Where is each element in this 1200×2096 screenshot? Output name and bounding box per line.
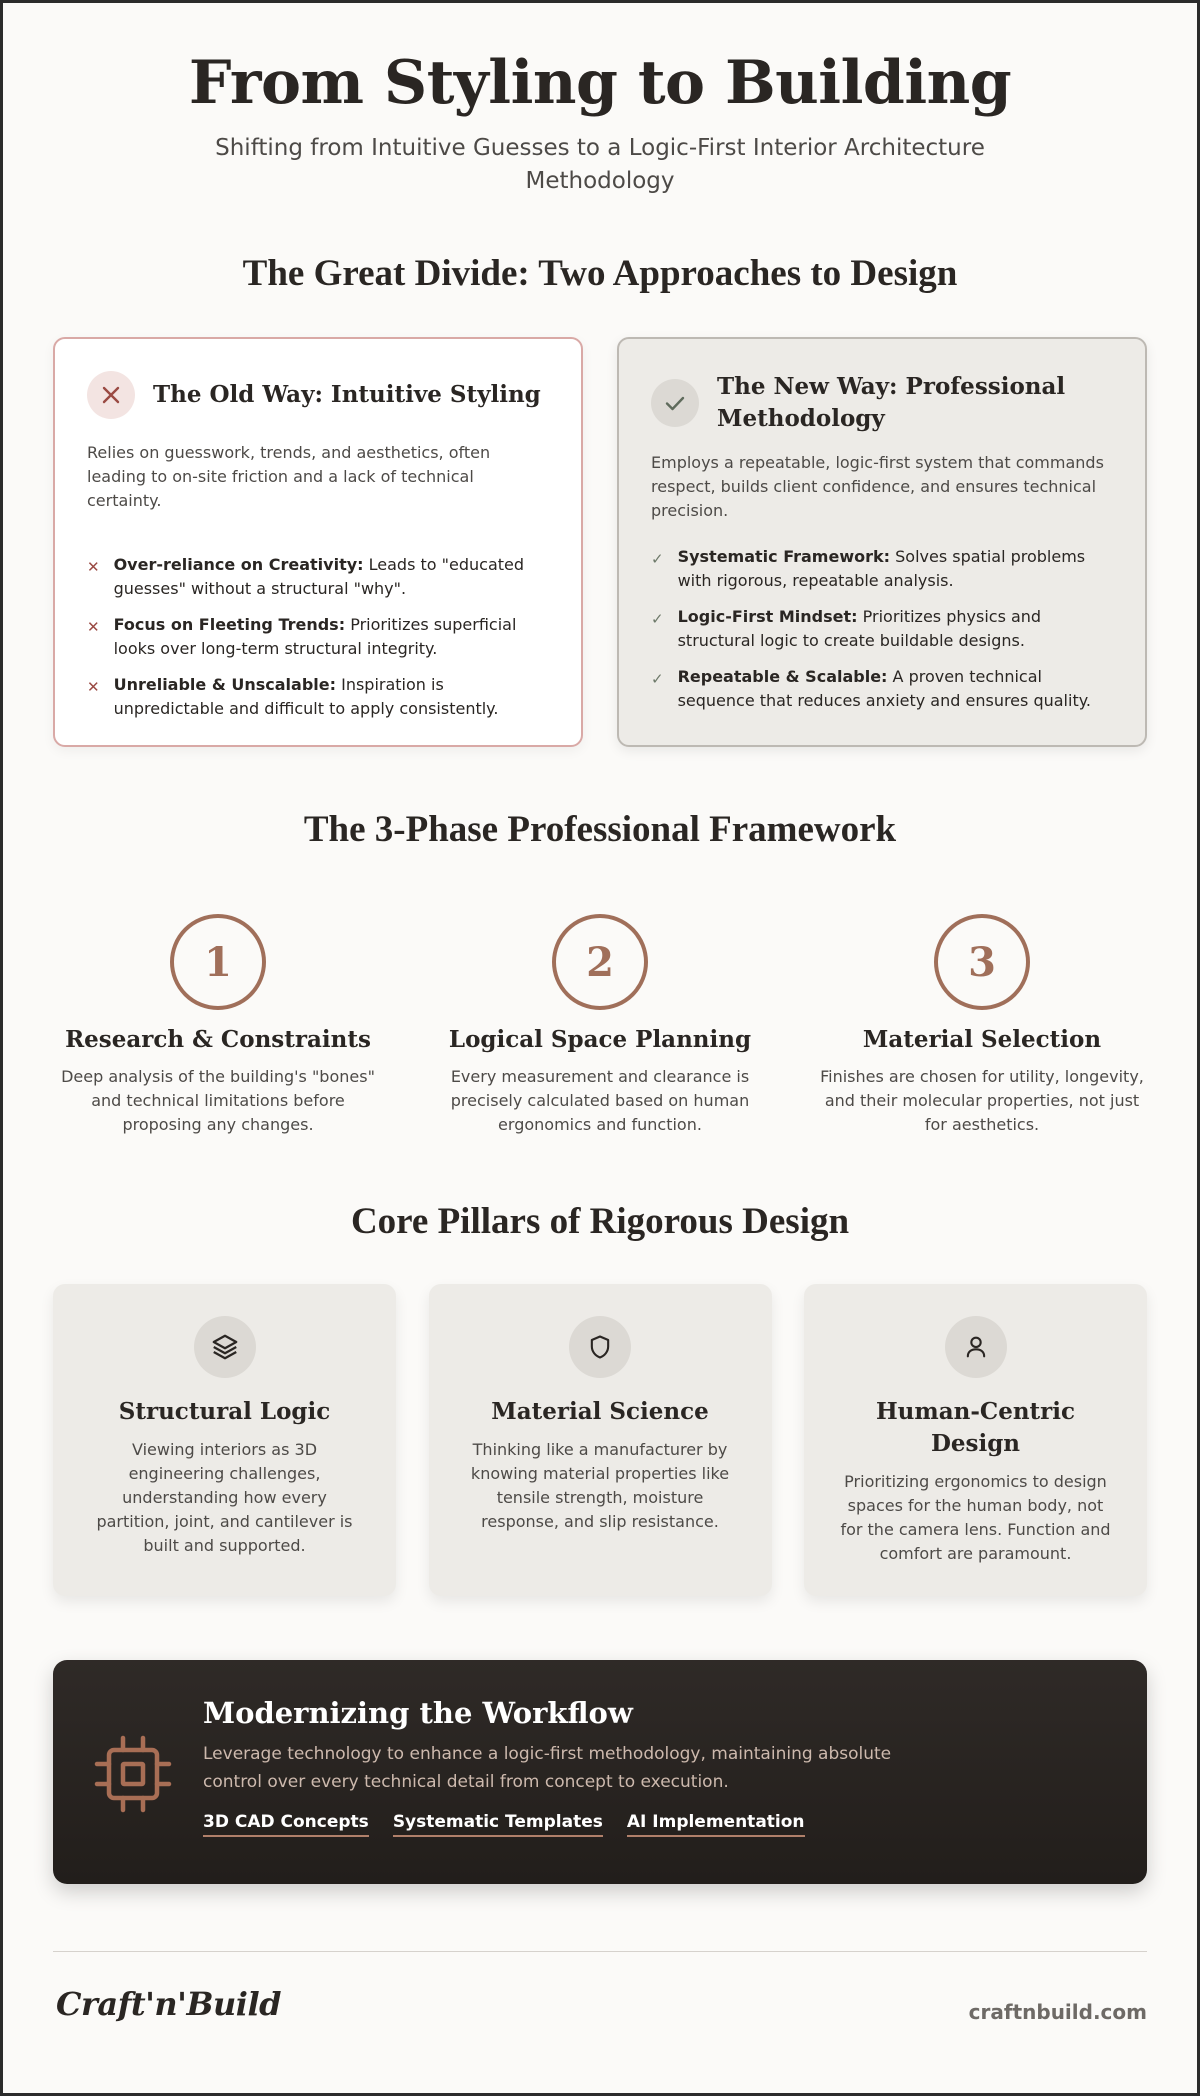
x-icon (87, 371, 135, 419)
cpu-chip-icon (91, 1732, 175, 1820)
workflow-tags (203, 1812, 903, 1837)
list-item: ✕ Unreliable & Unscalable: Inspiration is unpredictable and difficult to apply consistently. (87, 673, 549, 721)
pillar-title: Material Science (491, 1398, 709, 1425)
old-way-title: The Old Way: Intuitive Styling (153, 381, 541, 408)
pillar-text: Prioritizing ergonomics to design spaces for the human body, not for the camera lens. Function and comfort are paramount. (840, 1472, 1111, 1563)
check-mark-icon: ✓ (651, 550, 664, 568)
shield-icon (569, 1316, 631, 1378)
hero (0, 48, 1200, 198)
page-subtitle: Shifting from Intuitive Guesses to a Logic-First Interior Architecture Methodology (215, 135, 985, 194)
site-url[interactable]: craftnbuild.com (968, 2000, 1147, 2024)
phase-title: Logical Space Planning (448, 1026, 752, 1053)
pillar-card (429, 1284, 772, 1596)
phase-text: Every measurement and clearance is precisely calculated based on human ergonomics and function. (450, 1067, 750, 1134)
new-way-title: The New Way: Professional Methodology (717, 373, 1066, 432)
new-way-list (651, 545, 1113, 713)
tag-ai-implementation[interactable]: AI Implementation (627, 1812, 805, 1837)
user-icon (945, 1316, 1007, 1378)
pillar-title: Structural Logic (118, 1398, 331, 1425)
workflow-banner (53, 1660, 1147, 1884)
old-way-card (53, 337, 583, 747)
workflow-text: Leverage technology to enhance a logic-first methodology, maintaining absolute control over every technical detail from concept to execution. (203, 1744, 892, 1792)
x-mark-icon: ✕ (87, 558, 100, 576)
phase-text: Finishes are chosen for utility, longevity, and their molecular properties, not just for aesthetics. (820, 1067, 1144, 1134)
phase-title: Research & Constraints (65, 1026, 371, 1053)
list-item: ✕ Focus on Fleeting Trends: Prioritizes superficial looks over long-term structural integrity. (87, 613, 549, 661)
framework-title: The 3-Phase Professional Framework (303, 809, 897, 850)
old-way-list (87, 553, 549, 721)
pillar-text: Viewing interiors as 3D engineering challenges, understanding how every partition, joint, and cantilever is built and supported. (96, 1440, 353, 1555)
phase-card (817, 914, 1147, 1137)
tag-systematic-templates[interactable]: Systematic Templates (393, 1812, 603, 1837)
phase-text: Deep analysis of the building's "bones" and technical limitations before proposing any changes. (61, 1067, 375, 1134)
phases-row (53, 914, 1147, 1137)
x-mark-icon: ✕ (87, 618, 100, 636)
phase-number: 1 (170, 914, 266, 1010)
x-mark-icon: ✕ (87, 678, 100, 696)
pillars-title: Core Pillars of Rigorous Design (350, 1201, 850, 1242)
list-item: ✕ Over-reliance on Creativity: Leads to "educated guesses" without a structural "why". (87, 553, 549, 601)
list-item: ✓ Systematic Framework: Solves spatial problems with rigorous, repeatable analysis. (651, 545, 1113, 593)
pillar-card (804, 1284, 1147, 1596)
pillars-row (53, 1284, 1147, 1596)
page-title: From Styling to Building (188, 48, 1012, 118)
new-way-description: Employs a repeatable, logic-first system that commands respect, builds client confidence, and ensures technical precision. (651, 453, 1104, 520)
pillar-title: Human-Centric Design (875, 1398, 1076, 1457)
phase-number: 3 (934, 914, 1030, 1010)
tag-3d-cad-concepts[interactable]: 3D CAD Concepts (203, 1812, 369, 1837)
new-way-card (617, 337, 1147, 747)
brand-logo: Craft'n'Build (56, 1985, 281, 2023)
workflow-title: Modernizing the Workflow (203, 1696, 633, 1730)
old-way-description: Relies on guesswork, trends, and aesthetics, often leading to on-site friction and a lack of technical certainty. (87, 443, 491, 510)
phase-card (435, 914, 765, 1137)
footer-divider (53, 1951, 1147, 1952)
pillar-text: Thinking like a manufacturer by knowing material properties like tensile strength, moisture response, and slip resistance. (470, 1440, 730, 1531)
phase-card (53, 914, 383, 1137)
layers-icon (194, 1316, 256, 1378)
pillar-card (53, 1284, 396, 1596)
check-mark-icon: ✓ (651, 670, 664, 688)
list-item: ✓ Repeatable & Scalable: A proven technical sequence that reduces anxiety and ensures quality. (651, 665, 1113, 713)
list-item: ✓ Logic-First Mindset: Prioritizes physics and structural logic to create buildable designs. (651, 605, 1113, 653)
divide-title: The Great Divide: Two Approaches to Design (242, 253, 958, 294)
check-icon (651, 379, 699, 427)
phase-number: 2 (552, 914, 648, 1010)
phase-title: Material Selection (862, 1026, 1102, 1053)
check-mark-icon: ✓ (651, 610, 664, 628)
